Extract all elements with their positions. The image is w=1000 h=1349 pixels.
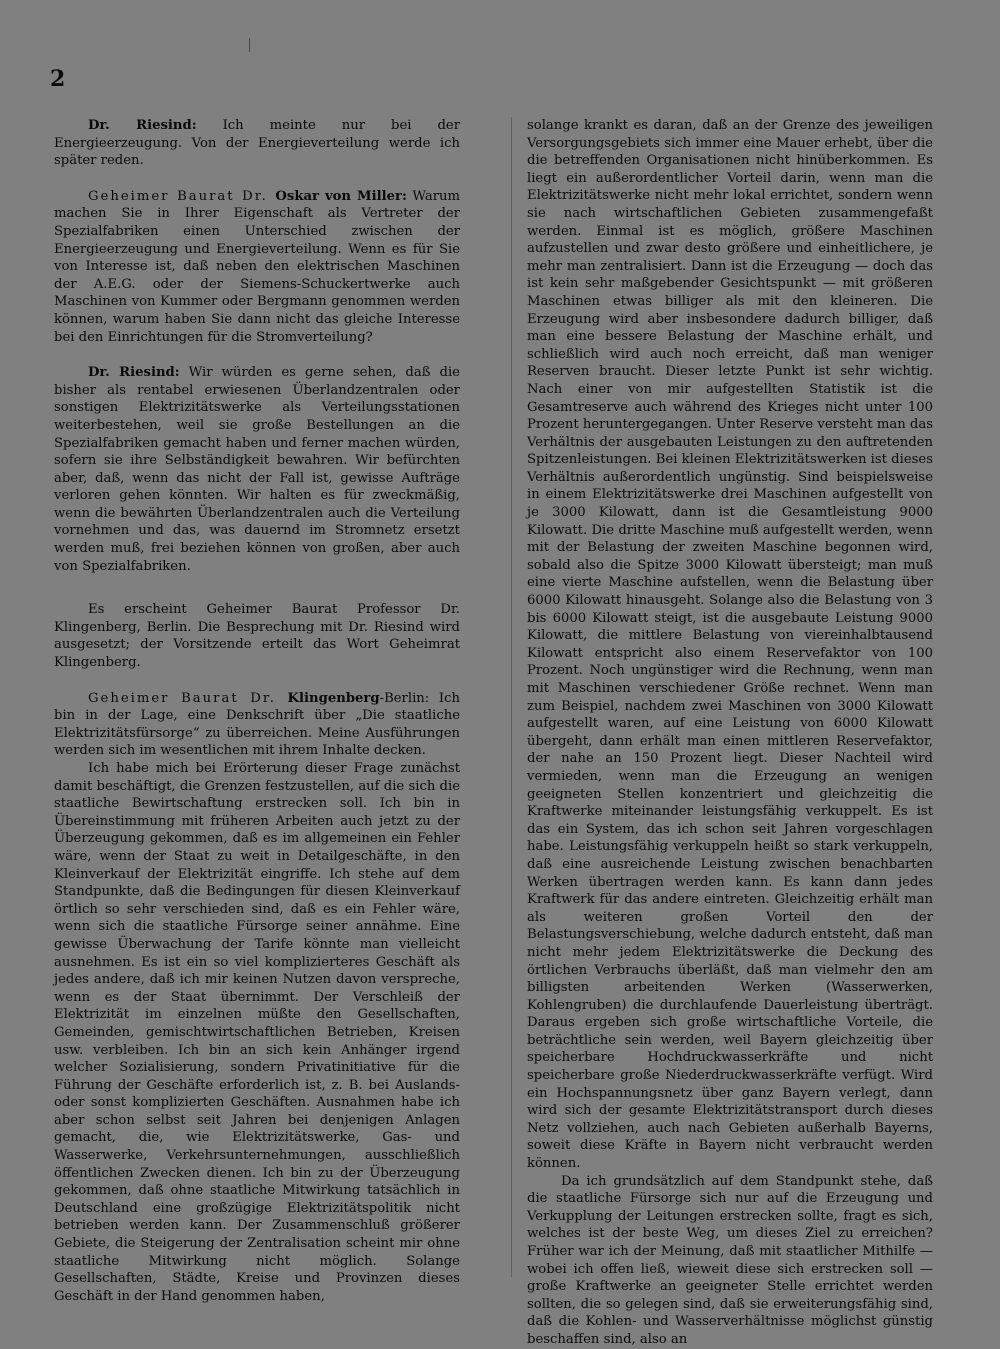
page-number: 2	[50, 66, 66, 92]
paragraph-text: Es erscheint Geheimer Baurat Professor Dr. Klingenberg, Berlin. Die Besprechung mit Dr. Riesind wird ausgesetzt; der Vorsitzende erteilt das Wort Geheimrat Klingenberg.	[54, 602, 460, 671]
paragraph-text: Ich habe mich bei Erörterung dieser Frage zunächst damit beschäftigt, die Grenzen festzustellen, auf die sich die staatliche Bewirtschaftung erstrecken soll. Ich bin in Übereinstimmung mit früheren Arbeiten auch jetzt zu der Überzeugung gekommen, daß es im allgemeinen ein Fehler wäre, wenn der Staat zu weit in Detailgeschäfte, in den Kleinverkauf der Elektrizität eingriffe. Ich stehe auf dem Standpunkte, daß die Bedingungen für diesen Kleinverkauf örtlich so sehr verschieden sind, daß es ein Fehler wäre, wenn sich die staatliche Fürsorge seiner annähme. Eine gewisse Überwachung der Tarife könnte man vielleicht ausnehmen. Es ist ein so viel komplizierteres Geschäft als jedes andere, daß ich mir keinen Nutzen davon verspreche, wenn es der Staat übernimmt. Der Verschleiß der Elektrizität im einzelnen müßte den Gesellschaften, Gemeinden, gemischtwirtschaftlichen Betrieben, Kreisen usw. verbleiben. Ich bin an sich kein Anhänger irgend welcher Sozialisierung, sondern Privatinitiative für die Führung der Geschäfte erforderlich ist, z. B. bei Auslands- oder sonst komplizierten Geschäften. Ausnahmen habe ich aber schon selbst seit Jahren bei denjenigen Anlagen gemacht, die, wie Elektrizitätswerke, Gas- und Wasserwerke, Verkehrsunternehmungen, ausschließlich öffentlichen Zwecken dienen. Ich bin zu der Überzeugung gekommen, daß ohne staatliche Mitwirkung tatsächlich in Deutschland eine großzügige Elektrizitätspolitik nicht betrieben werden kann. Der Zusammenschluß größerer Gebiete, die Steigerung der Zentralisation scheint mir ohne staatliche Mitwirkung nicht möglich. Solange Gesellschaften, Städte, Kreise und Provinzen dieses Geschäft in der Hand genommen haben,	[54, 761, 460, 1304]
paragraph	[54, 117, 460, 170]
paragraph	[54, 364, 460, 575]
paragraph-text: solange krankt es daran, daß an der Grenze des jeweiligen Versorgungsgebiets sich immer eine Mauer erhebt, über die die betreffenden Organisationen nicht hinüberkommen. Es liegt ein außerordentlicher Vorteil darin, wenn man die Elektrizitätswerke nicht mehr lokal errichtet, sondern wenn sie nach wirtschaftlichen Gebieten zusammengefaßt werden. Einmal ist es möglich, größere Maschinen aufzustellen und zwar desto größere und einheitlichere, je mehr man zentralisiert. Dann ist die Erzeugung — doch das ist kein sehr maßgebender Gesichtspunkt — mit größeren Maschinen etwas billiger als mit den kleineren. Die Erzeugung wird aber insbesondere dadurch billiger, daß man eine bessere Belastung der Maschine erhält, und schließlich wird auch noch erreicht, daß man weniger Reserven braucht. Dieser letzte Punkt ist sehr wichtig. Nach einer von mir aufgestellten Statistik ist die Gesamtreserve auch während des Krieges nicht unter 100 Prozent heruntergegangen. Unter Reserve versteht man das Verhältnis der ausgebauten Leistungen zu den auftretenden Spitzenleistungen. Bei kleinen Elektrizitätswerken ist dieses Verhältnis außerordentlich ungünstig. Sind beispielsweise in einem Elektrizitätswerke drei Maschinen aufgestellt von je 3000 Kilowatt, dann ist die Gesamtleistung 9000 Kilowatt. Die dritte Maschine muß aufgestellt werden, wenn mit der Belastung der zweiten Maschine begonnen wird, sobald also die Spitze 3000 Kilowatt übersteigt; man muß eine vierte Maschine aufstellen, wenn die Belastung über 6000 Kilowatt hinausgeht. Solange also die Belastung von 3 bis 6000 Kilowatt steigt, ist die ausgebaute Leistung 9000 Kilowatt, die mittlere Belastung von viereinhalbtausend Kilowatt entspricht also einem Reservefaktor von 100 Prozent. Noch ungünstiger wird die Rechnung, wenn man mit Maschinen verschiedener Größe rechnet. Wenn man zum Beispiel, nachdem zwei Maschinen von 3000 Kilowatt aufgestellt waren, auf eine Leistung von 6000 Kilowatt übergeht, dann erhält man einen mittleren Reservefaktor, der nahe an 150 Prozent liegt. Dieser Nachteil wird vermieden, wenn man die Erzeugung an wenigen geeigneten Stellen konzentriert und gleichzeitig die Kraftwerke miteinander leistungsfähig verkuppelt. Es ist das ein System, das ich schon seit Jahren vorgeschlagen habe. Leistungsfähig verkuppeln heißt so stark verkuppeln, daß eine ausreichende Leistung zwischen benachbarten Werken übertragen werden kann. Es kann dann jedes Kraftwerk für das andere eintreten. Gleichzeitig erhält man als weiteren großen Vorteil den der Belastungsverschiebung, welche dadurch entsteht, daß man nicht mehr jedem Elektrizitätswerke die Deckung des örtlichen Verbrauchs überläßt, daß man vielmehr den am billigsten arbeitenden Werken (Wasserwerken, Kohlengruben) die durchlaufende Dauerleistung überträgt. Daraus ergeben sich große wirtschaftliche Vorteile, die beträchtliche sein werden, weil Bayern gleichzeitig über speicherbare Hochdruckwasserkräfte und nicht speicherbare große Niederdruckwasserkräfte verfügt. Wird ein Hochspannungsnetz über ganz Bayern verlegt, dann wird sich der gesamte Elektrizitätstransport durch dieses Netz vollziehen, auch nach Gebieten außerhalb Bayerns, soweit diese Kräfte in Bayern nicht verbraucht werden können.	[527, 118, 933, 1172]
paragraph	[527, 117, 933, 1173]
paragraph	[54, 601, 460, 671]
speaker-name: Dr. Riesind:	[88, 365, 180, 381]
speaker-name: Dr. Riesind:	[88, 118, 197, 133]
speaker-title: Geheimer Baurat Dr.	[88, 188, 276, 204]
column-divider	[511, 117, 512, 1277]
paragraph	[54, 188, 460, 346]
paragraph-text: -Berlin: Ich bin in der Lage, eine Denkschrift über „Die staatliche Elektrizitätsfürsorge“ zu überreichen. Meine Ausführungen werden sich im wesentlichen mit ihrem Inhalte decken.	[54, 690, 460, 759]
paragraph-text: Da ich grundsätzlich auf dem Standpunkt stehe, daß die staatliche Fürsorge sich nur auf die Erzeugung und Verkupplung der Leitungen erstrecken sollte, fragt es sich, welches ist der beste Weg, um dieses Ziel zu erreichen? Früher war ich der Meinung, daß mit staatlicher Mithilfe — wobei ich offen ließ, wieweit diese sich erstrecken soll — große Kraftwerke an geeigneter Stelle errichtet werden sollten, die so gelegen sind, daß sie erweiterungsfähig sind, daß die Kohlen- und Wasserverhältnisse möglichst günstig beschaffen sind, also an	[527, 1173, 933, 1347]
right-column	[527, 117, 933, 1349]
speaker-title: Geheimer Baurat Dr.	[88, 690, 288, 706]
speaker-name: Oskar von Miller:	[275, 188, 407, 204]
paragraph-text: Warum machen Sie in Ihrer Eigenschaft als Vertreter der Spezialfabriken einen Unterschied zwischen der Energieerzeugung und Energieverteilung. Wenn es für Sie von Interesse ist, daß neben den elektrischen Maschinen der A.E.G. oder der Siemens-Schuckertwerke auch Maschinen von Kummer oder Bergmann genommen werden können, warum haben Sie dann nicht das gleiche Interesse bei den Einrichtungen für die Stromverteilung?	[54, 188, 460, 345]
paragraph-text: Ich meinte nur bei der Energieerzeugung. Von der Energieverteilung werde ich später reden.	[54, 118, 460, 169]
paragraph	[54, 760, 460, 1305]
speaker-name: Klingenberg	[287, 690, 380, 706]
paragraph	[527, 1173, 933, 1349]
paragraph	[54, 690, 460, 760]
paragraph-text: Wir würden es gerne sehen, daß die bisher als rentabel erwiesenen Überlandzentralen oder sonstigen Elektrizitätswerke als Verteilungsstationen weiterbestehen, weil sie große Bestellungen an die Spezialfabriken gemacht haben und ferner machen würden, sofern sie ihre Selbständigkeit bewahren. Wir befürchten aber, daß, wenn das nicht der Fall ist, gewisse Aufträge verloren gehen könnten. Wir halten es für zweckmäßig, wenn die bewährten Überlandzentralen auch die Verteilung vornehmen und das, was dauernd im Stromnetz ersetzt werden muß, frei beziehen können von großen, aber auch von Spezialfabriken.	[54, 365, 460, 574]
left-column	[54, 117, 460, 1305]
scan-mark	[249, 38, 250, 52]
